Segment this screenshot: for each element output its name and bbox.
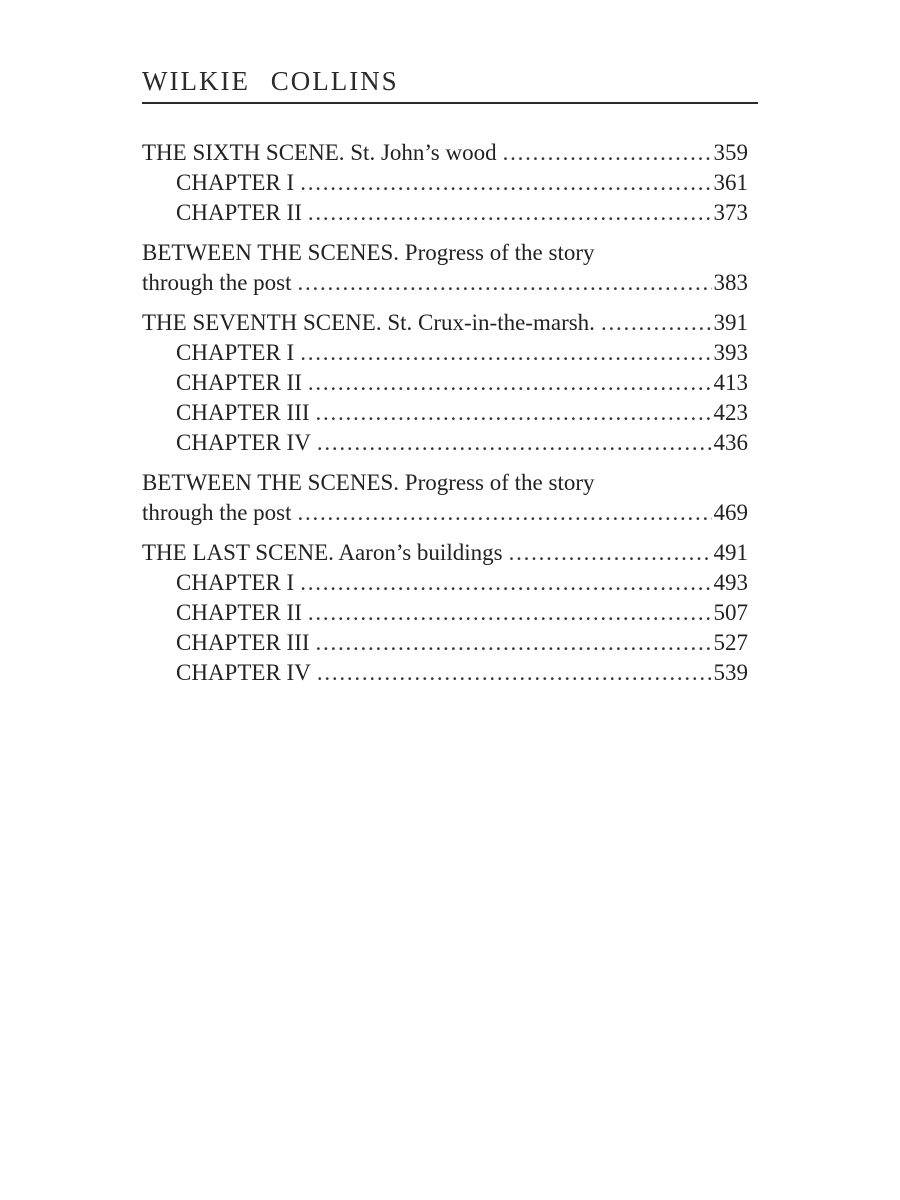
page-number: 393: [713, 340, 748, 365]
dot-leader: [601, 308, 712, 338]
dot-leader: [509, 538, 712, 568]
toc-group-between-scenes-2: [142, 468, 748, 528]
dot-leader: [308, 368, 712, 398]
dot-leader: [317, 658, 712, 688]
chapter-label: CHAPTER III: [176, 400, 310, 425]
chapter-label: CHAPTER II: [176, 600, 302, 625]
chapter-label: CHAPTER IV: [176, 430, 311, 455]
dot-leader: [316, 628, 712, 658]
dot-leader: [298, 498, 712, 528]
dot-leader: [300, 338, 711, 368]
page-number: 413: [713, 370, 748, 395]
page-number: 373: [713, 200, 748, 225]
page-number: 493: [713, 570, 748, 595]
table-of-contents: [142, 138, 748, 698]
page-number: 507: [713, 600, 748, 625]
chapter-label: CHAPTER III: [176, 630, 310, 655]
chapter-label: CHAPTER II: [176, 200, 302, 225]
dot-leader: [317, 428, 712, 458]
toc-entry-between-line1[interactable]: [142, 238, 748, 268]
dot-leader: [308, 598, 712, 628]
toc-entry-title: THE SIXTH SCENE. St. John’s wood: [142, 140, 497, 165]
dot-leader: [298, 268, 712, 298]
toc-group-last-scene: [142, 538, 748, 688]
toc-group-seventh-scene: [142, 308, 748, 458]
dot-leader: [300, 168, 711, 198]
toc-chapter-entry[interactable]: [142, 568, 748, 598]
toc-chapter-entry[interactable]: [142, 198, 748, 228]
chapter-label: CHAPTER I: [176, 170, 295, 195]
toc-entry-between-line2[interactable]: [142, 498, 748, 528]
toc-chapter-entry[interactable]: [142, 368, 748, 398]
toc-group-between-scenes-1: [142, 238, 748, 298]
toc-chapter-entry[interactable]: [142, 598, 748, 628]
page-number: 539: [713, 660, 748, 685]
toc-chapter-entry[interactable]: [142, 628, 748, 658]
toc-entry-last-scene[interactable]: [142, 538, 748, 568]
running-head: [142, 64, 758, 104]
toc-entry-title: THE LAST SCENE. Aaron’s buildings: [142, 540, 503, 565]
dot-leader: [300, 568, 711, 598]
toc-entry-title-continued: through the post: [142, 500, 292, 525]
chapter-label: CHAPTER II: [176, 370, 302, 395]
toc-entry-title: BETWEEN THE SCENES. Progress of the story: [142, 240, 595, 265]
toc-group-sixth-scene: [142, 138, 748, 228]
page-number: 383: [713, 270, 748, 295]
toc-entry-between-line1[interactable]: [142, 468, 748, 498]
page-number: 436: [713, 430, 748, 455]
author-name: WILKIE COLLINS: [142, 66, 399, 96]
dot-leader: [503, 138, 712, 168]
toc-chapter-entry[interactable]: [142, 168, 748, 198]
page-number: 527: [713, 630, 748, 655]
dot-leader: [316, 398, 712, 428]
toc-chapter-entry[interactable]: [142, 398, 748, 428]
page-number: 469: [713, 500, 748, 525]
page-number: 391: [713, 310, 748, 335]
toc-entry-seventh-scene[interactable]: [142, 308, 748, 338]
page-number: 423: [713, 400, 748, 425]
toc-chapter-entry[interactable]: [142, 428, 748, 458]
toc-entry-sixth-scene[interactable]: [142, 138, 748, 168]
toc-entry-title: BETWEEN THE SCENES. Progress of the story: [142, 470, 595, 495]
page-number: 361: [713, 170, 748, 195]
page-number: 359: [713, 140, 748, 165]
toc-entry-title: THE SEVENTH SCENE. St. Crux-in-the-marsh.: [142, 310, 595, 335]
dot-leader: [308, 198, 712, 228]
toc-chapter-entry[interactable]: [142, 658, 748, 688]
chapter-label: CHAPTER I: [176, 340, 295, 365]
toc-entry-between-line2[interactable]: [142, 268, 748, 298]
chapter-label: CHAPTER IV: [176, 660, 311, 685]
chapter-label: CHAPTER I: [176, 570, 295, 595]
toc-entry-title-continued: through the post: [142, 270, 292, 295]
page-number: 491: [713, 540, 748, 565]
toc-chapter-entry[interactable]: [142, 338, 748, 368]
